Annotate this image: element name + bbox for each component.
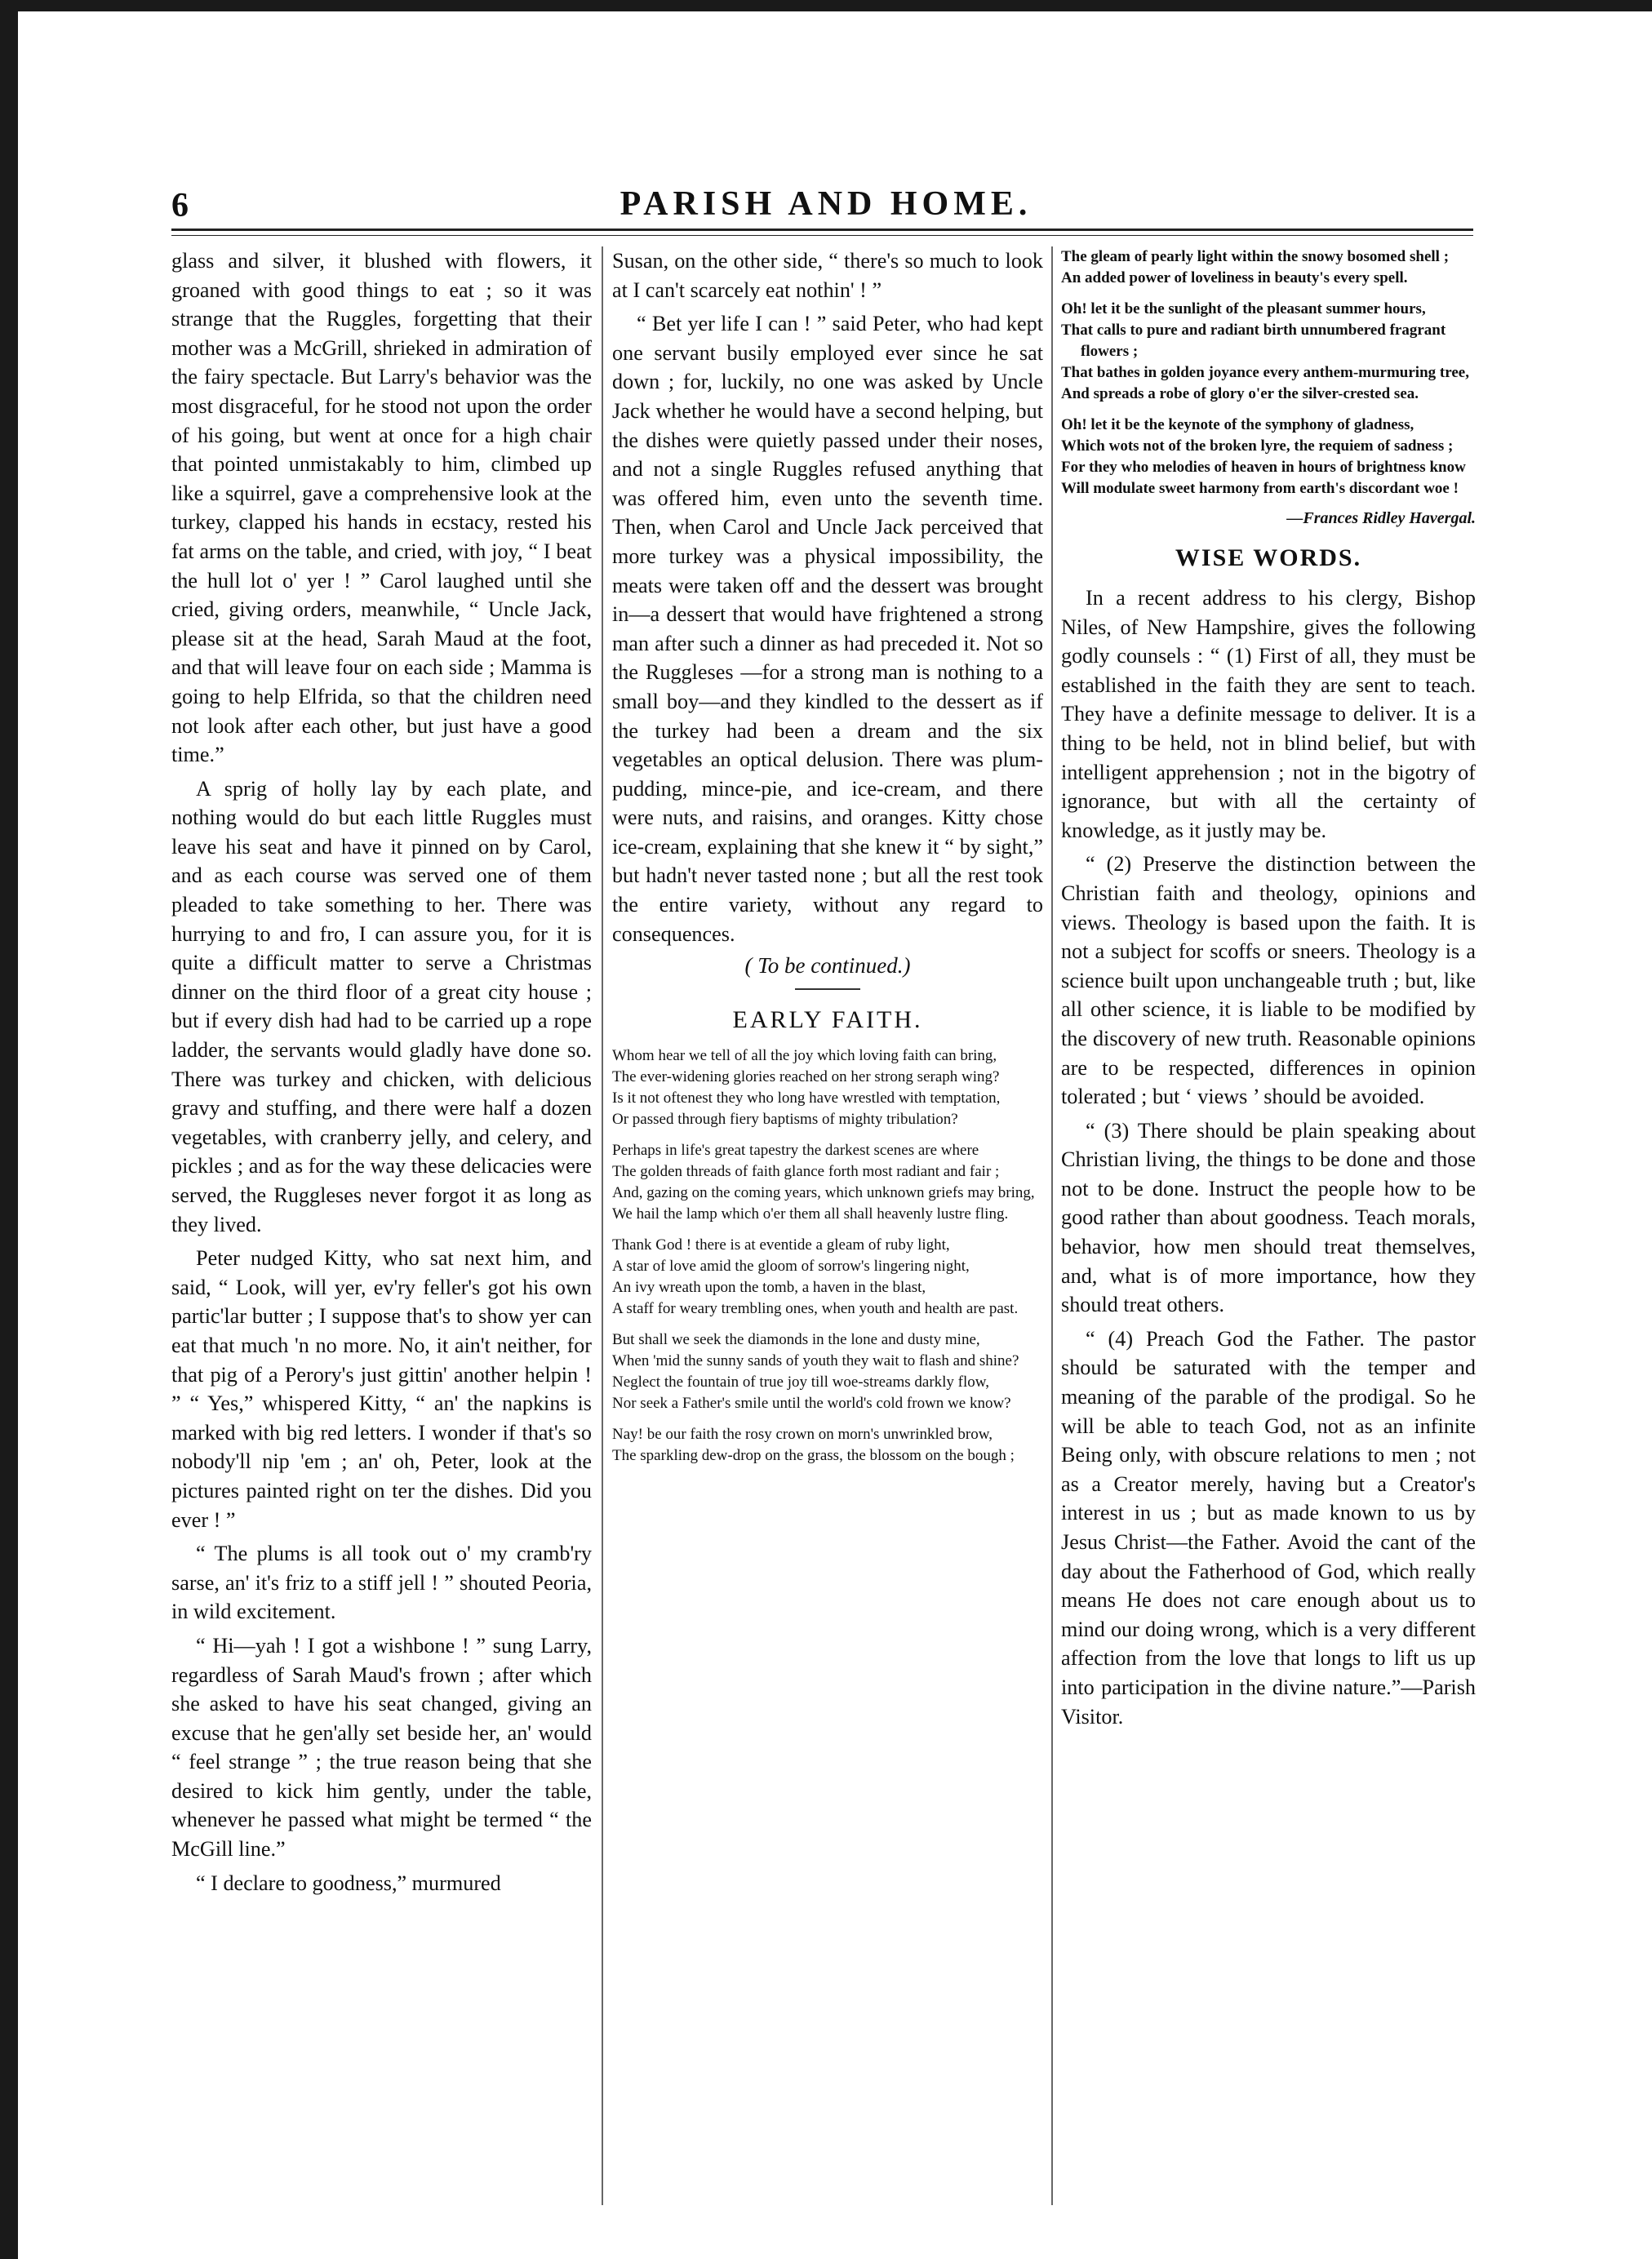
poem-line: Which wots not of the broken lyre, the requiem of sadness ; bbox=[1061, 437, 1454, 455]
poem-line: When 'mid the sunny sands of youth they wait to flash and shine? bbox=[612, 1352, 1019, 1370]
poem-line: And spreads a robe of glory o'er the silver-crested sea. bbox=[1061, 385, 1419, 402]
poem-line: For they who melodies of heaven in hours of brightness know bbox=[1061, 459, 1466, 476]
col2-paragraph: “ Bet yer life I can ! ” said Peter, who had kept one servant busily employed ever since he sat down ; for, luckily, no one was asked by Uncle Jack whether he would have a second helping, but the dishes were quietly passed under their noses, and not a single Ruggles refused anything that was offered him, even unto the seventh time. Then, when Carol and Uncle Jack perceived that more turkey was a physical impossibility, the meats were taken off and the dessert was brought in—a dessert that would have frightened a strong man after such a dinner as had preceded it. Not so the Ruggleses —for a strong man is nothing to a small boy—and they kindled to the dessert as if the turkey had been a dream and the six vegetables an optical delusion. There was plum-pudding, mince-pie, and ice-cream, and there were nuts, and raisins, and oranges. Kitty chose ice-cream, explaining that she knew it “ by sight,” but hadn't never tasted none ; but all the rest took the entire variety, without any regard to consequences. bbox=[612, 312, 1043, 946]
col3-paragraph: “ (4) Preach God the Father. The pastor should be saturated with the temper and meaning of the parable of the prodigal. So he will be able to teach God, not as an infinite Being only, with obscure relations to men ; not as a Creator merely, having but a Creator's interest in us ; but as made known to us by Jesus Christ—the Father. Avoid the cant of the day about the Fatherhood of God, which really means He does not care enough about us to mind our doing wrong, which is a very different affection from the love that longs to lift us up into participation in the divine nature.”—Parish Visitor. bbox=[1061, 1326, 1476, 1729]
poem-line: The sparkling dew-drop on the grass, the blossom on the bough ; bbox=[612, 1447, 1015, 1465]
poem-early-faith bbox=[612, 1045, 1043, 1467]
scan-left-edge bbox=[0, 0, 18, 2259]
poem-title: EARLY FAITH. bbox=[732, 1006, 923, 1034]
poem-line: Oh! let it be the keynote of the symphony of gladness, bbox=[1061, 416, 1414, 433]
col1-paragraph: “ The plums is all took out o' my cramb'ry sarse, an' it's friz to a stiff jell ! ” shouted Peoria, in wild excitement. bbox=[171, 1542, 592, 1624]
poem-line: But shall we seek the diamonds in the lone and dusty mine, bbox=[612, 1331, 980, 1349]
poem-line: The ever-widening glories reached on her strong seraph wing? bbox=[612, 1068, 1000, 1086]
poem-line: That bathes in golden joyance every anthem-murmuring tree, bbox=[1061, 364, 1469, 381]
col3-paragraph: In a recent address to his clergy, Bishop Niles, of New Hampshire, gives the following godly counsels : “ (1) First of all, they must be established in the faith they are sent to teach. They have a definite message to deliver. It is a thing to be held, not in blind belief, but with intelligent apprehension ; not in the bigotry of ignorance, but with all the certainty of knowledge, as it justly may be. bbox=[1061, 586, 1476, 842]
col1-paragraph: “ Hi—yah ! I got a wishbone ! ” sung Larry, regardless of Sarah Maud's frown ; after which she asked to have his seat changed, giving an excuse that he gen'ally set beside her, an' would “ feel strange ” ; the true reason being that she desired to kick him gently, under the table, whenever he passed what might be termed “ the McGill line.” bbox=[171, 1633, 592, 1862]
column-divider-1 bbox=[602, 246, 603, 2205]
col3-paragraph: “ (3) There should be plain speaking about Christian living, the things to be done and those not to be done. Instruct the people how to be good rather than about goodness. Teach morals, behavior, how men should treat themselves, and, what is of more importance, how they should treat others. bbox=[1061, 1118, 1476, 1317]
section-title-wise-words: WISE WORDS. bbox=[1175, 544, 1362, 571]
poem-line: Nay! be our faith the rosy crown on morn's unwrinkled brow, bbox=[612, 1426, 993, 1444]
poem-line: That calls to pure and radiant birth unnumbered fragrant flowers ; bbox=[1061, 322, 1446, 360]
page-number: 6 bbox=[171, 187, 189, 224]
poem-line: Thank God ! there is at eventide a gleam of ruby light, bbox=[612, 1236, 950, 1254]
column-divider-2 bbox=[1051, 246, 1053, 2205]
col1-paragraph: Peter nudged Kitty, who sat next him, and said, “ Look, will yer, ev'ry feller's got his own partic'lar butter ; I suppose that's to show yer can eat that much 'n no more. No, it ain't neither, for that pig of a Perory's just gittin' another helpin ! ” “ Yes,” whispered Kitty, “ an' the napkins is marked with big red letters. I wonder if that's so nobody'll nip 'em ; an' oh, Peter, look at the pictures painted right on ter the dishes. Did you ever ! ” bbox=[171, 1246, 592, 1532]
poem-early-faith-continued bbox=[1061, 246, 1476, 499]
poem-line: A star of love amid the gloom of sorrow's lingering night, bbox=[612, 1258, 970, 1276]
poem-line: Or passed through fiery baptisms of mighty tribulation? bbox=[612, 1111, 958, 1129]
scan-top-edge bbox=[0, 0, 1652, 11]
col1-paragraph: glass and silver, it blushed with flowers, it groaned with good things to eat ; so it was strange that the Ruggles, forgetting that their mother was a McGrill, shrieked in admiration of the fairy spectacle. But Larry's behavior was the most disgraceful, for he stood not upon the order of his going, but went at once for a high chair that pointed unmistakably to him, climbed up like a squirrel, gave a comprehensive look at the turkey, clapped his hands in ecstacy, rested his fat arms on the table, and cried, with joy, “ I beat the hull lot o' yer ! ” Carol laughed until she cried, giving orders, meanwhile, “ Uncle Jack, please sit at the head, Sarah Maud at the foot, and that will leave four on each side ; Mamma is going to help Elfrida, so that the children need not look after each other, but just have a good time.” bbox=[171, 249, 592, 767]
poem-stanza bbox=[612, 1045, 1043, 1130]
col1-paragraph: “ I declare to goodness,” murmured bbox=[196, 1871, 501, 1895]
poem-line: Nor seek a Father's smile until the world's cold frown we know? bbox=[612, 1395, 1011, 1413]
poem-stanza bbox=[612, 1424, 1043, 1467]
poem-line: An ivy wreath upon the tomb, a haven in the blast, bbox=[612, 1279, 926, 1297]
poem-line: Will modulate sweet harmony from earth's discordant woe ! bbox=[1061, 480, 1459, 497]
poem-line: Whom hear we tell of all the joy which loving faith can bring, bbox=[612, 1047, 997, 1065]
poem-attribution: —Frances Ridley Havergal. bbox=[1286, 509, 1476, 527]
column-3 bbox=[1061, 246, 1476, 1736]
to-be-continued: ( To be continued.) bbox=[744, 953, 911, 979]
poem-line: We hail the lamp which o'er them all shall heavenly lustre fling. bbox=[612, 1205, 1009, 1223]
poem-stanza bbox=[612, 1329, 1043, 1414]
col1-paragraph: A sprig of holly lay by each plate, and nothing would do but each little Ruggles must leave his seat and have it pinned on by Carol, and as each course was served one of them pleaded to take something to her. There was hurrying to and fro, I can assure you, for it is quite a difficult matter to serve a Christmas dinner on the third floor of a great city house ; but if every dish had had to be carried up a rope ladder, the servants would gladly have done so. There was turkey and chicken, with delicious gravy and stuffing, and there were half a dozen vegetables, with cranberry jelly, and celery, and pickles ; and as for the way these delicacies were served, the Ruggleses never forgot it as long as they lived. bbox=[171, 776, 592, 1236]
poem-line: Oh! let it be the sunlight of the pleasant summer hours, bbox=[1061, 300, 1426, 317]
poem-line: The golden threads of faith glance forth most radiant and fair ; bbox=[612, 1163, 1000, 1181]
poem-stanza bbox=[612, 1235, 1043, 1320]
poem-line: Neglect the fountain of true joy till woe-streams darkly flow, bbox=[612, 1374, 990, 1391]
poem-line: Is it not oftenest they who long have wrestled with temptation, bbox=[612, 1090, 1001, 1107]
poem-line: The gleam of pearly light within the snowy bosomed shell ; bbox=[1061, 248, 1450, 265]
col2-paragraph: Susan, on the other side, “ there's so much to look at I can't scarcely eat nothin' ! ” bbox=[612, 249, 1043, 302]
separator-rule bbox=[795, 988, 860, 990]
column-2 bbox=[612, 246, 1043, 1476]
poem-stanza bbox=[1061, 415, 1476, 499]
poem-line: A staff for weary trembling ones, when youth and health are past. bbox=[612, 1300, 1019, 1318]
poem-line: Perhaps in life's great tapestry the darkest scenes are where bbox=[612, 1142, 979, 1160]
poem-stanza bbox=[1061, 299, 1476, 405]
running-head: PARISH AND HOME. bbox=[620, 185, 1032, 223]
header-rule-thin bbox=[171, 235, 1473, 236]
poem-line: An added power of loveliness in beauty's every spell. bbox=[1061, 269, 1408, 286]
poem-line: And, gazing on the coming years, which unknown griefs may bring, bbox=[612, 1184, 1035, 1202]
column-1 bbox=[171, 246, 592, 1902]
poem-stanza bbox=[1061, 246, 1476, 289]
col3-paragraph: “ (2) Preserve the distinction between the Christian faith and theology, opinions and views. Theology is based upon the faith. It is not a subject for scoffs or sneers. Theology is a science built upon unchangeable truth ; but, like all other science, it is liable to be modified by the discovery of new truth. Reasonable opinions are to be respected, differences in opinion tolerated ; but ‘ views ’ should be avoided. bbox=[1061, 852, 1476, 1109]
poem-stanza bbox=[612, 1140, 1043, 1225]
header-rule-thick bbox=[171, 229, 1473, 231]
